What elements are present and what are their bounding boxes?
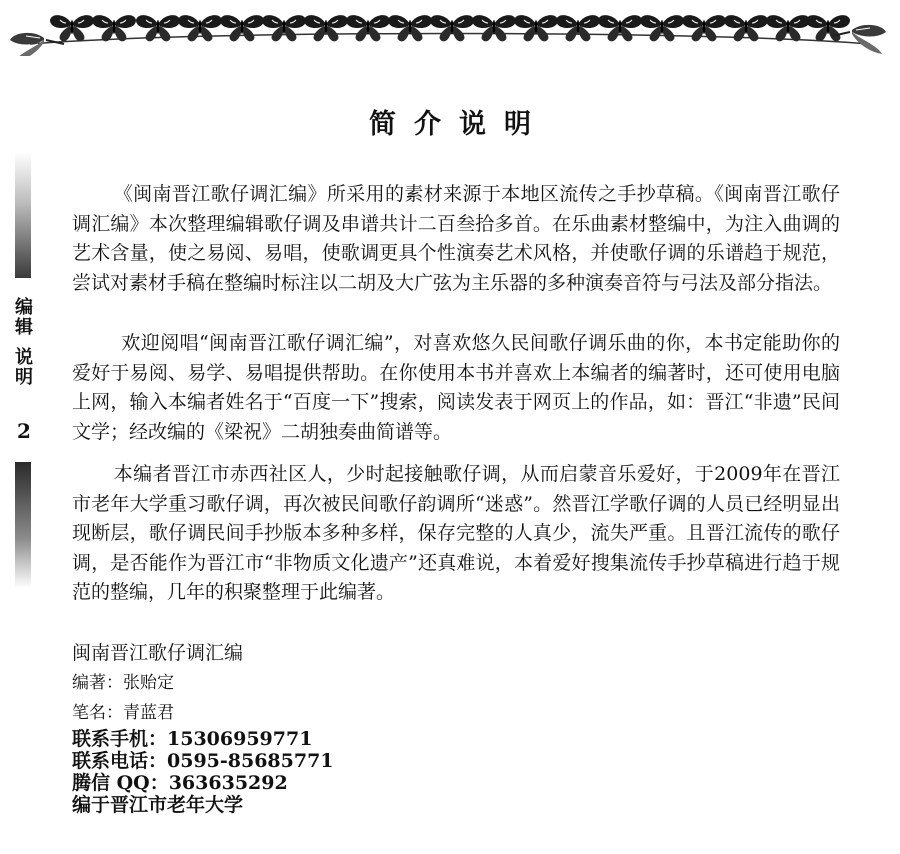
side-gradient-bar-top: [15, 152, 31, 278]
phone-line: 联系电话：0595-85685771: [72, 750, 334, 772]
author-line: 编著：张贻定: [72, 673, 174, 693]
paragraph-welcome: 欢迎阅唱“闽南晋江歌仔调汇编”，对喜欢悠久民间歌仔调乐曲的你，本书定能助你的爱好于易阅、易学、易唱提供帮助。在你使用本书并喜欢上本编者的编著时，还可使用电脑上网，输入本编者姓名于“百度一下”搜索，阅读发表于网页上的作品，如：晋江“非遗”民间文学；经改编的《梁祝》二胡独奏曲简谱等。: [72, 332, 840, 443]
mobile-line: 联系手机：15306959771: [72, 728, 313, 750]
paragraph-intro: 《闽南晋江歌仔调汇编》所采用的素材来源于本地区流传之手抄草稿。《闽南晋江歌仔调汇编》本次整理编辑歌仔调及串谱共计二百叁拾多首。在乐曲素材整编中，为注入曲调的艺术含量，使之易阅、易唱，使歌调更具个性演奏艺术风格，并使歌仔调的乐谱趋于规范，尝试对素材手稿在整编时标注以二胡及大广弦为主乐器的多种演奏音符与弓法及部分指法。: [72, 183, 840, 294]
paragraph-author-background: 本编者晋江市赤西社区人，少时起接触歌仔调，从而启蒙音乐爱好，于2009年在晋江市老年大学重习歌仔调，再次被民间歌仔韵调所“迷惑”。然晋江学歌仔调的人员已经明显出现断层，歌仔调民间手抄版本多种多样，保存完整的人真少，流失严重。且晋江流传的歌仔调，是否能作为晋江市“非物质文化遗产”还真难说，本着爱好搜集流传手抄草稿进行趋于规范的整编，几年的积聚整理于此编著。: [72, 463, 840, 603]
contact-block: [72, 728, 334, 816]
pen-name-line: 笔名：青蓝君: [72, 703, 174, 723]
qq-line: 腾信 QQ：363635292: [72, 772, 288, 794]
butterfly-border: [0, 0, 900, 56]
organization-line: 编于晋江市老年大学: [72, 794, 244, 816]
side-char: 明: [15, 367, 33, 388]
side-char: 编: [15, 297, 33, 318]
page-title: 简介说明: [369, 109, 549, 140]
book-name: 闽南晋江歌仔调汇编: [72, 642, 244, 664]
side-section-label: [13, 298, 35, 388]
side-char: 说: [15, 347, 33, 368]
side-char: 辑: [15, 317, 33, 338]
page-number: 2: [17, 419, 31, 443]
side-gradient-bar-bottom: [15, 462, 31, 588]
